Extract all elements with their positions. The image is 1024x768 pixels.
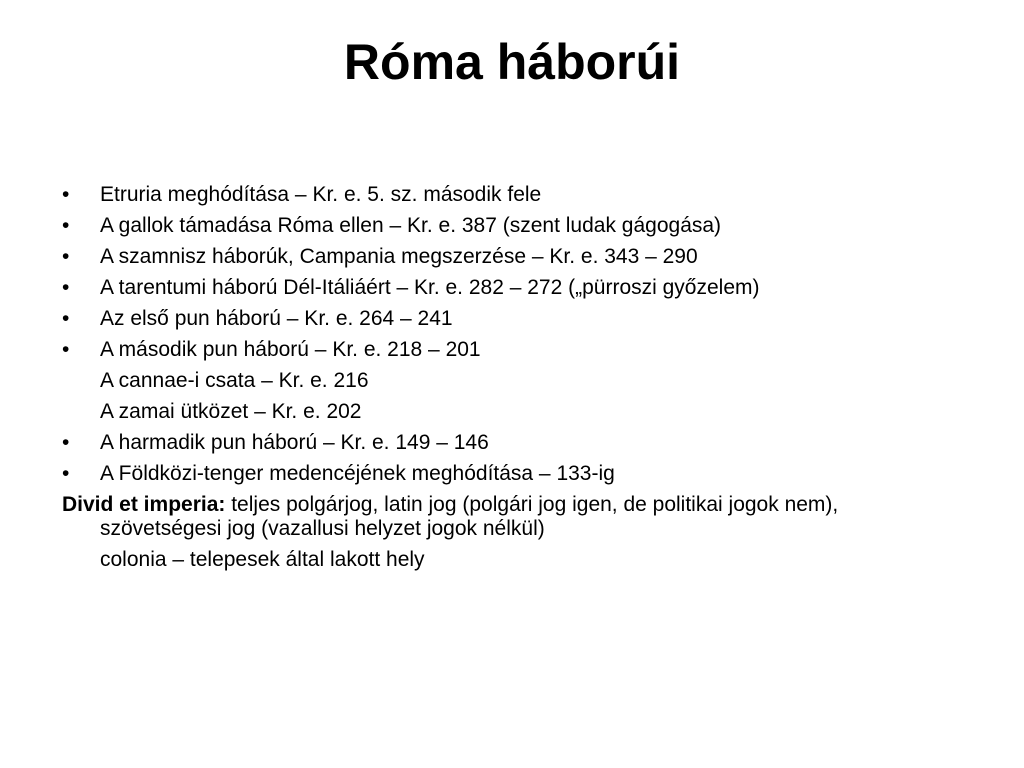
divide-paragraph	[62, 493, 962, 541]
list-item	[62, 179, 962, 210]
bullet-icon: •	[62, 462, 70, 485]
list-item-text: A Földközi-tenger medencéjének meghódítása – 133-ig	[100, 462, 615, 485]
slide-title: Róma háborúi	[343, 34, 681, 90]
list-item	[62, 241, 962, 272]
divide-text: teljes polgárjog, latin jog (polgári jog igen, de politikai jogok nem), szövetségesi jog (vazallusi helyzet jogok nélkül)	[100, 493, 839, 540]
sub-item	[62, 396, 962, 427]
list-item-text: A szamnisz háborúk, Campania megszerzése – Kr. e. 343 – 290	[100, 245, 698, 268]
list-item-text: Az első pun háború – Kr. e. 264 – 241	[100, 307, 453, 330]
list-item-text: Etruria meghódítása – Kr. e. 5. sz. második fele	[100, 183, 542, 206]
list-item-text: A második pun háború – Kr. e. 218 – 201	[100, 338, 481, 361]
colonia-line	[62, 544, 962, 575]
sub-item-text: A zamai ütközet – Kr. e. 202	[100, 400, 362, 423]
bullet-icon: •	[62, 276, 70, 299]
colonia-text: colonia – telepesek által lakott hely	[100, 548, 425, 571]
bullet-icon: •	[62, 307, 70, 330]
bullet-icon: •	[62, 214, 70, 237]
list-item	[62, 334, 962, 365]
list-item-text: A tarentumi háború Dél-Itáliáért – Kr. e. 282 – 272 („pürroszi győzelem)	[100, 276, 760, 299]
list-item	[62, 427, 962, 458]
list-item	[62, 210, 962, 241]
list-item	[62, 458, 962, 489]
list-item-text: A gallok támadása Róma ellen – Kr. e. 387 (szent ludak gágogása)	[100, 214, 722, 237]
bullet-icon: •	[62, 338, 70, 361]
list-item	[62, 272, 962, 303]
bullet-icon: •	[62, 245, 70, 268]
sub-item-text: A cannae-i csata – Kr. e. 216	[100, 369, 369, 392]
list-item	[62, 303, 962, 334]
list-item-text: A harmadik pun háború – Kr. e. 149 – 146	[100, 431, 489, 454]
sub-item	[62, 365, 962, 396]
divide-label: Divid et imperia:	[62, 493, 226, 516]
slide-body	[62, 179, 962, 575]
bullet-icon: •	[62, 183, 70, 206]
bullet-icon: •	[62, 431, 70, 454]
